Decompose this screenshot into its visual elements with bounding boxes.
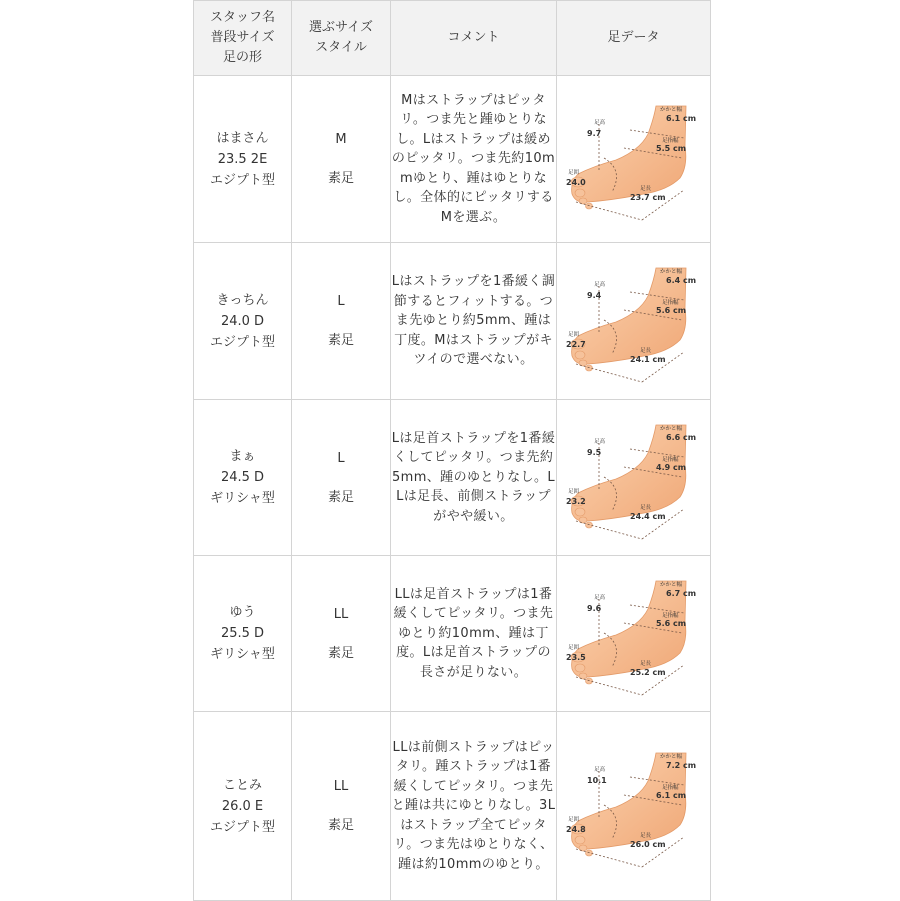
toe-2 [575, 189, 585, 197]
table-row [194, 400, 711, 556]
height-caption: 足高 [593, 767, 605, 773]
comment-cell: Mはストラップはピッタリ。つま先と踵ゆとりなし。Lはストラップは緩めのピッタリ。つま先約10mmゆとり、踵はゆとりなし。全体的にピッタリするMを選ぶ。 [391, 76, 557, 243]
length-value: 24.1 cm [629, 355, 666, 364]
girth-value: 24.0 [565, 178, 586, 187]
height-caption: 足高 [593, 120, 605, 126]
length-caption: 足長 [639, 504, 651, 511]
comment-cell: Lは足首ストラップを1番緩くしてピッタリ。つま先約5mm、踵のゆとりなし。LLは足長、前側ストラップがやや緩い。 [391, 400, 557, 556]
size-style-cell [292, 400, 391, 556]
chosen-size: L [337, 450, 345, 466]
header-staff-line3: 足の形 [222, 50, 262, 65]
toe-4 [585, 522, 592, 528]
girth-caption: 足囲 [567, 488, 579, 495]
length-caption: 足長 [639, 833, 651, 839]
foot-shape: エジプト型 [209, 334, 275, 350]
header-staff-line2: 普段サイズ [210, 30, 275, 45]
header-style [292, 1, 391, 76]
heel-width-value: 6.6 cm [665, 432, 696, 442]
foot-diagram [564, 569, 704, 699]
toe-width-caption: 足指幅 [661, 300, 679, 306]
wear-style: 素足 [327, 489, 354, 505]
header-style-line1: 選ぶサイズ [309, 20, 373, 35]
size-style-cell [292, 556, 391, 712]
toe-4 [585, 203, 592, 209]
heel-width-caption: かかと幅 [659, 107, 682, 113]
height-value: 10.1 [586, 776, 607, 785]
toe-width-value: 5.5 cm [655, 144, 686, 153]
staff-name: ゆう [229, 605, 256, 620]
toe-width-caption: 足指幅 [661, 785, 679, 791]
heel-width-value: 6.4 cm [665, 276, 696, 285]
chosen-size: LL [333, 606, 349, 622]
usual-size: 26.0 E [221, 798, 264, 814]
toe-2 [575, 508, 585, 516]
length-caption: 足長 [639, 348, 651, 354]
size-style-cell [292, 76, 391, 243]
height-caption: 足高 [593, 438, 605, 445]
header-footdata: 足データ [557, 1, 711, 76]
girth-value: 23.2 [565, 496, 586, 506]
length-value: 24.4 cm [629, 511, 666, 521]
height-value: 9.6 [586, 603, 601, 613]
staff-cell [194, 556, 292, 712]
heel-width-value: 6.7 cm [665, 588, 696, 598]
height-value: 9.7 [586, 129, 601, 138]
toe-2 [575, 664, 585, 672]
header-row [194, 1, 711, 76]
foot-data-cell [557, 712, 711, 901]
length-value: 26.0 cm [629, 840, 666, 849]
girth-caption: 足囲 [567, 817, 579, 823]
toe-2 [575, 351, 585, 359]
table-row [194, 76, 711, 243]
height-value: 9.5 [586, 447, 601, 457]
toe-4 [585, 365, 592, 371]
staff-name: まぁ [229, 449, 256, 464]
size-style-cell [292, 243, 391, 400]
foot-data-cell [557, 556, 711, 712]
wear-style: 素足 [327, 645, 354, 661]
staff-cell [194, 400, 292, 556]
foot-diagram [564, 741, 704, 871]
girth-value: 23.5 [565, 652, 586, 662]
staff-name: はまさん [216, 130, 269, 146]
foot-diagram [564, 256, 704, 386]
comment-cell: LLは前側ストラップはピッタリ。踵ストラップは1番緩くしてピッタリ。つま先と踵は共にゆとりなし。3Lはストラップ全てピッタリ。つま先はゆとりなく、踵は約10mmのゆとり。 [391, 712, 557, 901]
header-comment: コメント [391, 1, 557, 76]
heel-width-caption: かかと幅 [659, 425, 682, 432]
heel-width-value: 7.2 cm [665, 761, 696, 770]
chosen-size: LL [333, 779, 349, 794]
toe-width-caption: 足指幅 [661, 456, 679, 463]
chosen-size: M [335, 132, 347, 147]
staff-cell [194, 243, 292, 400]
height-value: 9.4 [586, 291, 601, 300]
foot-data-cell [557, 243, 711, 400]
fit-table [193, 0, 711, 901]
table-row [194, 712, 711, 901]
length-caption: 足長 [639, 660, 651, 667]
staff-cell [194, 712, 292, 901]
length-value: 25.2 cm [629, 667, 666, 677]
usual-size: 24.5 D [220, 470, 265, 485]
staff-name: ことみ [222, 777, 262, 793]
usual-size: 23.5 2E [217, 151, 268, 167]
foot-data-cell [557, 400, 711, 556]
heel-width-caption: かかと幅 [659, 269, 682, 275]
staff-name: きっちん [216, 292, 269, 308]
heel-width-value: 6.1 cm [665, 114, 696, 123]
toe-width-value: 4.9 cm [655, 462, 686, 472]
foot-diagram [564, 413, 704, 543]
wear-style: 素足 [327, 171, 354, 186]
table-row [194, 556, 711, 712]
girth-caption: 足囲 [567, 644, 579, 651]
toe-width-value: 5.6 cm [655, 306, 686, 315]
foot-data-cell [557, 76, 711, 243]
staff-cell [194, 76, 292, 243]
header-staff [194, 1, 292, 76]
table-row [194, 243, 711, 400]
girth-value: 22.7 [565, 340, 586, 349]
wear-style: 素足 [327, 818, 354, 833]
length-value: 23.7 cm [629, 193, 666, 202]
foot-shape: エジプト型 [209, 172, 275, 188]
length-caption: 足長 [639, 186, 651, 192]
foot-shape: ギリシャ型 [210, 647, 275, 662]
heel-width-caption: かかと幅 [659, 581, 682, 588]
comment-cell: Lはストラップを1番緩く調節するとフィットする。つま先ゆとり約5mm、踵は丁度。Mはストラップがキツイので選べない。 [391, 243, 557, 400]
usual-size: 24.0 D [220, 313, 265, 329]
comment-cell: LLは足首ストラップは1番緩くしてピッタリ。つま先ゆとり約10mm、踵は丁度。Lは足首ストラップの長さが足りない。 [391, 556, 557, 712]
usual-size: 25.5 D [220, 626, 265, 641]
foot-shape: ギリシャ型 [210, 491, 275, 506]
foot-shape: エジプト型 [209, 819, 275, 835]
height-caption: 足高 [593, 594, 605, 601]
foot-diagram [564, 94, 704, 224]
girth-value: 24.8 [565, 825, 586, 834]
toe-4 [585, 850, 592, 856]
girth-caption: 足囲 [567, 332, 579, 338]
toe-width-caption: 足指幅 [661, 612, 679, 619]
toe-width-value: 5.6 cm [655, 618, 686, 628]
toe-width-caption: 足指幅 [661, 138, 679, 144]
wear-style: 素足 [327, 333, 354, 348]
header-staff-line1: スタッフ名 [209, 10, 275, 25]
height-caption: 足高 [593, 282, 605, 288]
girth-caption: 足囲 [567, 170, 579, 176]
header-style-line2: スタイル [315, 40, 367, 55]
toe-width-value: 6.1 cm [655, 791, 686, 800]
toe-2 [575, 836, 585, 844]
toe-4 [585, 678, 592, 684]
chosen-size: L [337, 294, 345, 309]
heel-width-caption: かかと幅 [659, 754, 682, 760]
size-style-cell [292, 712, 391, 901]
